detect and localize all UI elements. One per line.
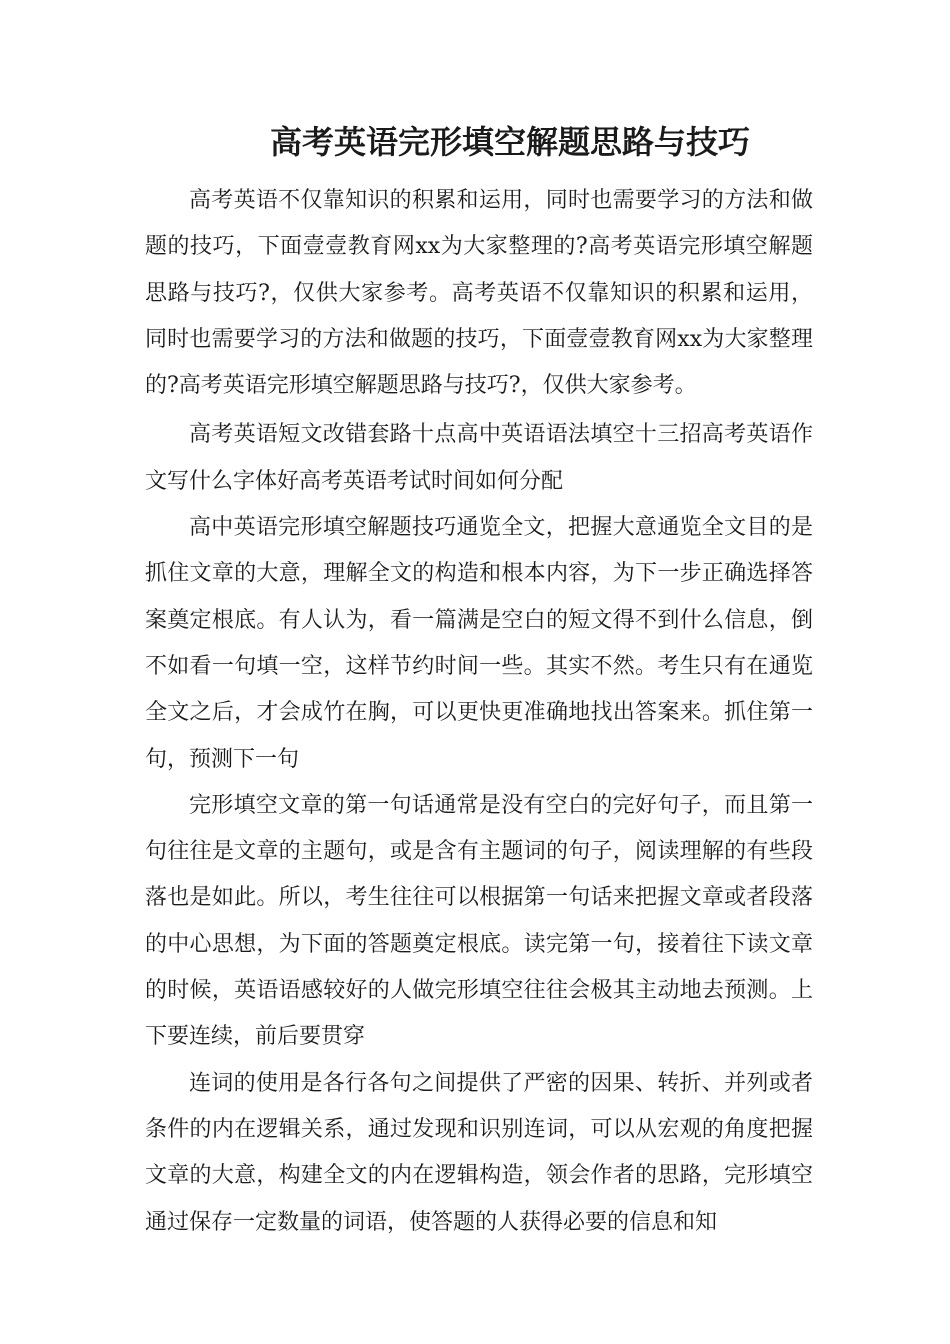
paragraph-conjunctions: 连词的使用是各行各句之间提供了严密的因果、转折、并列或者条件的内在逻辑关系，通过发现和识别连词，可以从宏观的角度把握文章的大意，构建全文的内在逻辑构造，领会作者的思路，完形填空通过保存一定数量的词语，使答题的人获得必要的信息和知 (145, 1070, 813, 1235)
document-body (145, 178, 813, 1246)
document-title: 高考英语完形填空解题思路与技巧 (269, 123, 750, 161)
paragraph-intro: 高考英语不仅靠知识的积累和运用，同时也需要学习的方法和做题的技巧，下面壹壹教育网xx为大家整理的?高考英语完形填空解题思路与技巧?，仅供大家参考。高考英语不仅靠知识的积累和运用，同时也需要学习的方法和做题的技巧，下面壹壹教育网xx为大家整理的?高考英语完形填空解题思路与技巧?，仅供大家参考。 (145, 188, 813, 399)
paragraph-related-topics: 高考英语短文改错套路十点高中英语语法填空十三招高考英语作文写什么字体好高考英语考试时间如何分配 (145, 422, 813, 494)
paragraph-read-through: 高中英语完形填空解题技巧通览全文，把握大意通览全文目的是抓住文章的大意，理解全文的构造和根本内容，为下一步正确选择答案奠定根底。有人认为，看一篇满是空白的短文得不到什么信息，倒不如看一句填一空，这样节约时间一些。其实不然。考生只有在通览全文之后，才会成竹在胸，可以更快更准确地找出答案来。抓住第一句，预测下一句 (145, 515, 813, 772)
paragraph-first-sentence: 完形填空文章的第一句话通常是没有空白的完好句子，而且第一句往往是文章的主题句，或是含有主题词的句子，阅读理解的有些段落也是如此。所以，考生往往可以根据第一句话来把握文章或者段落的中心思想，为下面的答题奠定根底。读完第一句，接着往下读文章的时候，英语语感较好的人做完形填空往往会极其主动地去预测。上下要连续，前后要贯穿 (145, 792, 813, 1050)
